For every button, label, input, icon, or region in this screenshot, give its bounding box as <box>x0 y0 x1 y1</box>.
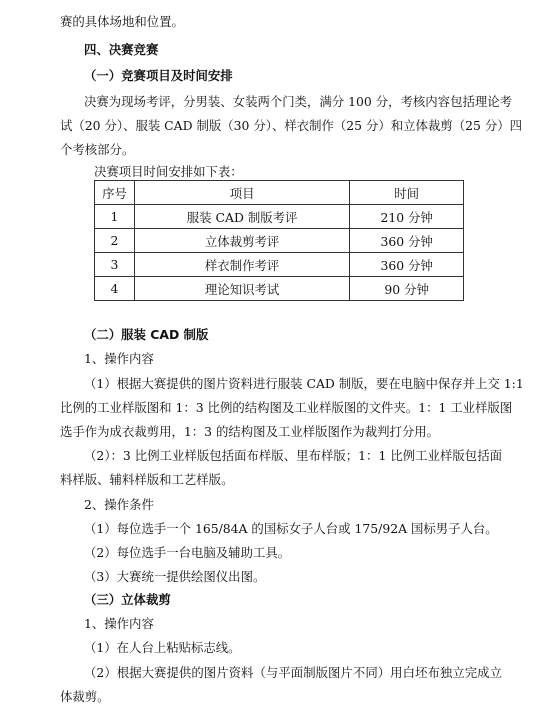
table-row <box>95 253 464 277</box>
s2-para2-line-2: 料样版、辅料样版和工艺样版。 <box>60 472 234 487</box>
s2-operation-content-label: 1、操作内容 <box>84 351 154 366</box>
s2-operation-conditions-label: 2、操作条件 <box>84 497 154 512</box>
header-cell-number: 序号 <box>95 181 135 205</box>
s2-condition-2: （2）每位选手一台电脑及辅助工具。 <box>84 545 291 560</box>
s3-step-1: （1）在人台上粘贴标志线。 <box>84 640 241 655</box>
cell-item: 立体裁剪考评 <box>134 229 349 253</box>
sub1-paragraph-line-3: 个考核部分。 <box>60 142 135 157</box>
s2-condition-3: （3）大赛统一提供绘图仪出图。 <box>84 569 266 584</box>
cell-item: 理论知识考试 <box>134 277 349 301</box>
cell-time: 360 分钟 <box>350 229 464 253</box>
schedule-table <box>94 180 464 301</box>
s2-para1-line-1: （1）根据大赛提供的图片资料进行服装 CAD 制版，要在电脑中保存并上交 1:1 <box>84 376 524 391</box>
s3-para2-line-1: （2）根据大赛提供的图片资料（与平面制版图片不同）用白坯布独立完成立 <box>84 665 502 680</box>
table-caption: 决赛项目时间安排如下表： <box>94 164 243 179</box>
table-header-row <box>95 181 464 205</box>
subsection-3-heading: （三）立体裁剪 <box>84 592 171 607</box>
s2-para2-line-1: （2）：3 比例工业样版包括面布样版、里布样版；1：1 比例工业样版包括面 <box>84 448 502 463</box>
header-cell-item: 项目 <box>134 181 349 205</box>
s2-condition-1: （1）每位选手一个 165/84A 的国标女子人台或 175/92A 国标男子人台。 <box>84 521 498 536</box>
section-4-heading: 四、决赛竞赛 <box>84 42 159 57</box>
cell-number: 1 <box>95 205 135 229</box>
subsection-1-heading: （一）竞赛项目及时间安排 <box>84 68 233 83</box>
s3-operation-content-label: 1、操作内容 <box>84 616 154 631</box>
subsection-2-heading: （二）服装 CAD 制版 <box>84 327 209 342</box>
cell-item: 样衣制作考评 <box>134 253 349 277</box>
table-row <box>95 205 464 229</box>
cell-time: 210 分钟 <box>350 205 464 229</box>
cell-time: 360 分钟 <box>350 253 464 277</box>
s2-para1-line-2: 比例的工业样版图和 1：3 比例的结构图及工业样版图的文件夹。1：1 工业样版图 <box>60 400 513 415</box>
intro-tail-text: 赛的具体场地和位置。 <box>60 14 184 29</box>
cell-time: 90 分钟 <box>350 277 464 301</box>
s2-para1-line-3: 选手作为成衣裁剪用，1：3 的结构图及工业样版图作为裁判打分用。 <box>60 424 440 439</box>
cell-number: 2 <box>95 229 135 253</box>
s3-para2-line-2: 体裁剪。 <box>60 689 110 704</box>
cell-item: 服装 CAD 制版考评 <box>134 205 349 229</box>
sub1-paragraph-line-1: 决赛为现场考评，分男装、女装两个门类，满分 100 分，考核内容包括理论考 <box>84 94 513 109</box>
cell-number: 4 <box>95 277 135 301</box>
table-row <box>95 277 464 301</box>
table-row <box>95 229 464 253</box>
cell-number: 3 <box>95 253 135 277</box>
sub1-paragraph-line-2: 试（20 分）、服装 CAD 制版（30 分）、样衣制作（25 分）和立体裁剪（25 分）四 <box>60 118 522 133</box>
header-cell-time: 时间 <box>350 181 464 205</box>
